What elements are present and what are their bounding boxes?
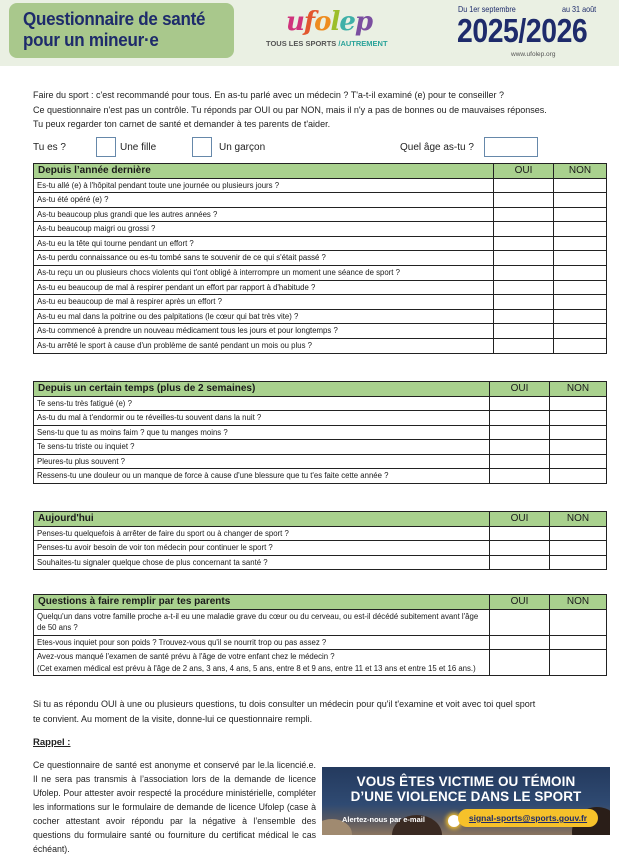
table-row: As-tu perdu connaissance ou es-tu tombé sans te souvenir de ce qui s'était passé ? (34, 251, 607, 266)
yes-cell[interactable] (490, 555, 550, 570)
no-cell[interactable] (550, 541, 607, 556)
section-title: Depuis un certain temps (plus de 2 semaines) (34, 382, 490, 397)
section-title: Questions à faire remplir par tes parents (34, 595, 490, 610)
yes-cell[interactable] (490, 609, 550, 635)
yes-cell[interactable] (494, 280, 554, 295)
no-cell[interactable] (554, 309, 607, 324)
yes-cell[interactable] (490, 425, 550, 440)
yes-cell[interactable] (490, 411, 550, 426)
no-cell[interactable] (550, 635, 607, 650)
yes-cell[interactable] (490, 635, 550, 650)
questions-table-parents (33, 594, 607, 676)
yes-cell[interactable] (494, 236, 554, 251)
table-row: Souhaites-tu signaler quelque chose de plus concernant ta santé ? (34, 555, 607, 570)
column-no: NON (554, 164, 607, 179)
yes-cell[interactable] (490, 526, 550, 541)
no-cell[interactable] (554, 251, 607, 266)
yes-cell[interactable] (494, 309, 554, 324)
title-line-2: pour un mineur·e (23, 29, 159, 50)
website-url: www.ufolep.org (511, 51, 556, 58)
no-cell[interactable] (550, 609, 607, 635)
table-row: Penses-tu quelquefois à arrêter de faire du sport ou à changer de sport ? (34, 526, 607, 541)
girl-label: Une fille (120, 142, 157, 153)
identity-row (33, 137, 613, 159)
gender-question-label: Tu es ? (33, 142, 66, 153)
table-row: Avez-vous manqué l'examen de santé prévu à l'âge de votre enfant chez le médecin ? (Cet examen médical est prévu à l'âge de 2 ans, 3 ans, 4 ans, 5 ans, entre 8 et 9 ans, entre 11 et 13 ans et entre 15 et 16 ans.) (34, 650, 607, 676)
signal-email-link[interactable]: signal-sports@sports.gouv.fr (458, 809, 598, 827)
yes-cell[interactable] (490, 440, 550, 455)
table-row: Quelqu'un dans votre famille proche a-t-il eu une maladie grave du cœur ou du cerveau, ou est-il décédé subitement avant l'âge de 50 ans ? (34, 609, 607, 635)
yes-cell[interactable] (490, 541, 550, 556)
tagline-slash: / (338, 39, 341, 48)
no-cell[interactable] (550, 454, 607, 469)
rappel-body: Ce questionnaire de santé est anonyme et conservé par le.la licencié.e. Il ne sera pas transmis à l’association lors de la demande de licence Ufolep. Pour attester avoir respecté la procédure ministérielle, compléter les informations sur le formulaire de demande de licence Ufolep (case à cocher attestant avoir répondu par la négative à l’ensemble des questions du formulaire santé ou fourniture du certificat médical le cas échéant). (33, 760, 316, 854)
section-title: Depuis l’année dernière (34, 164, 494, 179)
table-row: Penses-tu avoir besoin de voir ton médecin pour continuer le sport ? (34, 541, 607, 556)
table-row: As-tu eu beaucoup de mal à respirer pendant un effort par rapport à d'habitude ? (34, 280, 607, 295)
no-cell[interactable] (554, 280, 607, 295)
girl-checkbox[interactable] (96, 137, 116, 157)
season-block (455, 4, 615, 62)
no-cell[interactable] (550, 526, 607, 541)
table-row: Te sens-tu triste ou inquiet ? (34, 440, 607, 455)
yes-cell[interactable] (494, 339, 554, 354)
no-cell[interactable] (554, 236, 607, 251)
yes-cell[interactable] (490, 396, 550, 411)
table-row: As-tu eu la tête qui tourne pendant un effort ? (34, 236, 607, 251)
title-box (9, 3, 234, 58)
questions-table-last-year (33, 163, 607, 354)
no-cell[interactable] (550, 469, 607, 484)
column-yes: OUI (494, 164, 554, 179)
no-cell[interactable] (554, 222, 607, 237)
title-line-1: Questionnaire de santé (23, 8, 206, 29)
column-yes: OUI (490, 595, 550, 610)
yes-cell[interactable] (494, 266, 554, 281)
intro-text: Faire du sport : c'est recommandé pour tous. En as-tu parlé avec un médecin ? T'a-t-il examiné (e) pour te conseiller ? Ce questionnaire n'est pas un contrôle. Tu réponds par OUI ou par NON, mais il n'y a pas de bonnes ou de mauvaises réponses. Tu peux regarder ton carnet de santé et demander à tes parents de t'aider. (33, 90, 547, 129)
yes-cell[interactable] (490, 650, 550, 676)
yes-cell[interactable] (490, 454, 550, 469)
column-yes: OUI (490, 382, 550, 397)
column-no: NON (550, 512, 607, 527)
rappel-heading: Rappel : (33, 737, 71, 748)
table-row: As-tu eu mal dans la poitrine ou des palpitations (le cœur qui bat très vite) ? (34, 309, 607, 324)
column-no: NON (550, 595, 607, 610)
season-years: 2025/2026 (457, 12, 588, 49)
table-row: Es-tu allé (e) à l'hôpital pendant toute une journée ou plusieurs jours ? (34, 178, 607, 193)
questions-table-today (33, 511, 607, 570)
age-question-label: Quel âge as-tu ? (400, 142, 474, 153)
no-cell[interactable] (550, 555, 607, 570)
yes-cell[interactable] (494, 324, 554, 339)
ufolep-wordmark: ufolep (286, 7, 373, 37)
yes-cell[interactable] (494, 295, 554, 310)
no-cell[interactable] (550, 396, 607, 411)
column-no: NON (550, 382, 607, 397)
no-cell[interactable] (550, 650, 607, 676)
table-header-row (34, 382, 607, 397)
advice-text: Si tu as répondu OUI à une ou plusieurs questions, tu dois consulter un médecin pour qu'il t'examine et voit avec toi quel sport te convient. Au moment de la visite, donne-lui ce questionnaire rempli. (33, 699, 536, 724)
table-row: As-tu commencé à prendre un nouveau médicament tous les jours et pour longtemps ? (34, 324, 607, 339)
age-input[interactable] (484, 137, 538, 157)
logo-tagline: TOUS LES SPORTS /AUTREMENT (266, 39, 388, 48)
no-cell[interactable] (550, 411, 607, 426)
no-cell[interactable] (554, 295, 607, 310)
no-cell[interactable] (554, 324, 607, 339)
table-row: As-tu reçu un ou plusieurs chocs violents qui t'ont obligé à interrompre un moment une séance de sport ? (34, 266, 607, 281)
no-cell[interactable] (554, 266, 607, 281)
table-row: As-tu beaucoup plus grandi que les autres années ? (34, 207, 607, 222)
document-title (23, 8, 205, 50)
table-row: Ressens-tu une douleur ou un manque de force à cause d'une blessure que tu t'es faite cette année ? (34, 469, 607, 484)
banner-headline: VOUS ÊTES VICTIME OU TÉMOIN D’UNE VIOLENCE DANS LE SPORT (350, 774, 582, 804)
no-cell[interactable] (554, 193, 607, 208)
column-yes: OUI (490, 512, 550, 527)
document-header (0, 0, 619, 66)
table-row: Sens-tu que tu as moins faim ? que tu manges moins ? (34, 425, 607, 440)
table-row: As-tu beaucoup maigri ou grossi ? (34, 222, 607, 237)
yes-cell[interactable] (494, 178, 554, 193)
section-title: Aujourd'hui (34, 512, 490, 527)
banner-alert-label: Alertez-nous par e-mail (342, 815, 425, 824)
yes-cell[interactable] (494, 207, 554, 222)
table-row: Te sens-tu très fatigué (e) ? (34, 396, 607, 411)
table-row: As-tu du mal à t'endormir ou te réveilles-tu souvent dans la nuit ? (34, 411, 607, 426)
violence-alert-banner (322, 767, 610, 835)
table-header-row (34, 512, 607, 527)
season-from: Du 1er septembre (458, 4, 516, 14)
season-to: au 31 août (562, 4, 597, 14)
boy-label: Un garçon (219, 142, 266, 153)
yes-cell[interactable] (494, 251, 554, 266)
table-row: As-tu été opéré (e) ? (34, 193, 607, 208)
boy-checkbox[interactable] (192, 137, 212, 157)
yes-cell[interactable] (494, 222, 554, 237)
table-row: Pleures-tu plus souvent ? (34, 454, 607, 469)
table-header-row (34, 164, 607, 179)
yes-cell[interactable] (490, 469, 550, 484)
table-row: As-tu arrêté le sport à cause d'un problème de santé pendant un mois ou plus ? (34, 339, 607, 354)
no-cell[interactable] (554, 207, 607, 222)
no-cell[interactable] (554, 178, 607, 193)
no-cell[interactable] (554, 339, 607, 354)
ufolep-logo (266, 8, 406, 53)
exam-ages-note: (Cet examen médical est prévu à l'âge de 2 ans, 3 ans, 4 ans, 5 ans, entre 8 et 9 ans, entre 11 et 13 ans et entre 15 et 16 ans.) (37, 663, 476, 673)
table-row: Etes-vous inquiet pour son poids ? Trouvez-vous qu'il se nourrit trop ou pas assez ? (34, 635, 607, 650)
yes-cell[interactable] (494, 193, 554, 208)
no-cell[interactable] (550, 440, 607, 455)
table-row: As-tu eu beaucoup de mal à respirer après un effort ? (34, 295, 607, 310)
questions-table-recent (33, 381, 607, 484)
table-header-row (34, 595, 607, 610)
no-cell[interactable] (550, 425, 607, 440)
